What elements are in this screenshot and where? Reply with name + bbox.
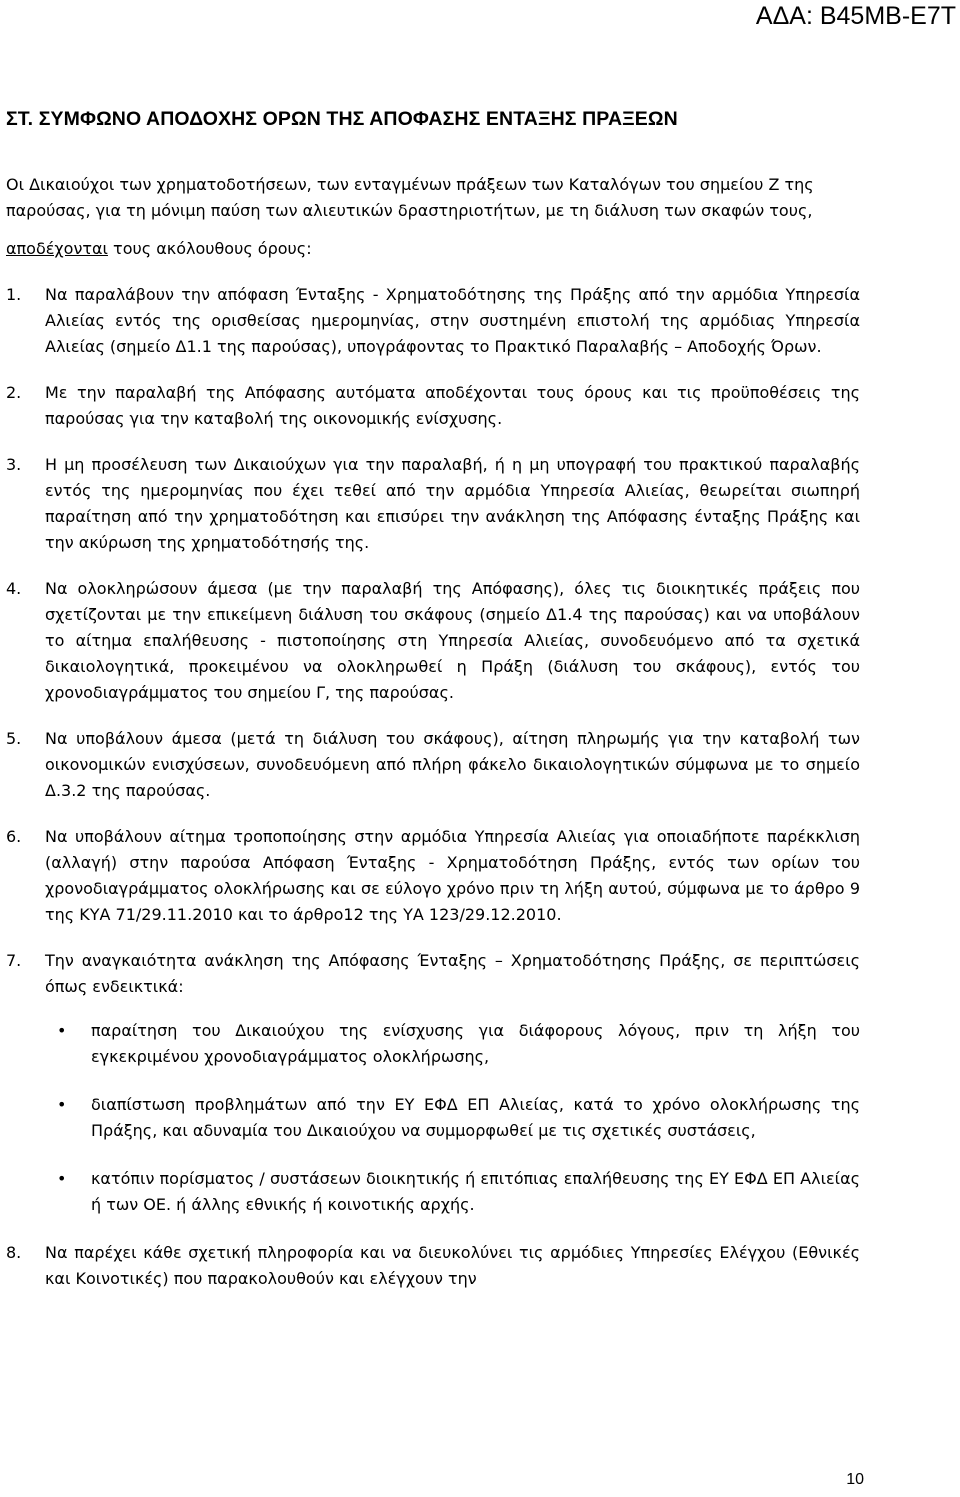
section-title: ΣΤ. ΣΥΜΦΩΝΟ ΑΠΟΔΟΧΗΣ ΟΡΩΝ ΤΗΣ ΑΠΟΦΑΣΗΣ ΕΝΤΑΞΗΣ ΠΡΑΞΕΩΝ <box>6 108 678 130</box>
term-item-5 <box>6 726 860 804</box>
bullet-icon: • <box>57 1021 67 1040</box>
document-body <box>6 172 860 1292</box>
bullet-item <box>6 1092 860 1144</box>
bullet-item <box>6 1166 860 1218</box>
ada-code: ΑΔΑ: Β45ΜΒ-Ε7Τ <box>755 2 956 30</box>
term-text: Να ολοκληρώσουν άμεσα (με την παραλαβή της Απόφασης), όλες τις διοικητικές πράξεις που σχετίζονται με την επικείμενη διάλυση του σκάφους (σημείο Δ1.4 της παρούσας) και να υποβάλουν το αίτημα επαλήθευσης - πιστοποίησης στη Υπηρεσία Αλιείας, συνοδευόμενο από τα σχετικά δικαιολογητικά, προκειμένου να ολοκληρωθεί η Πράξη (διάλυση του σκάφους), εντός του χρονοδιαγράμματος του σημείου Γ, της παρούσας. <box>45 579 860 702</box>
term-number: 1. <box>6 285 22 304</box>
term-item-1 <box>6 282 860 360</box>
term-number: 4. <box>6 579 22 598</box>
term-text: Να παραλάβουν την απόφαση Ένταξης - Χρηματοδότησης της Πράξης από την αρμόδια Υπηρεσία Αλιείας εντός της ορισθείσας ημερομηνίας, στην συστημένη επιστολή της αρμόδιας Υπηρεσία Αλιείας (σημείο Δ1.1 της παρούσας), υπογράφοντας το Πρακτικό Παραλαβής – Αποδοχής Όρων. <box>45 285 860 356</box>
term-number: 2. <box>6 383 22 402</box>
bullet-icon: • <box>57 1095 67 1114</box>
bullet-list <box>6 1018 860 1218</box>
term-item-7 <box>6 948 860 1000</box>
bullet-icon: • <box>57 1169 67 1188</box>
term-number: 5. <box>6 729 22 748</box>
bullet-text: παραίτηση του Δικαιούχου της ενίσχυσης για διάφορους λόγους, πριν τη λήξη του εγκεκριμένου χρονοδιαγράμματος ολοκλήρωσης, <box>91 1021 860 1066</box>
term-text: Η μη προσέλευση των Δικαιούχων για την παραλαβή, ή η μη υπογραφή του πρακτικού παραλαβής εντός της ημερομηνίας που έχει τεθεί από την αρμόδια Υπηρεσία Αλιείας, θεωρείται σιωπηρή παραίτηση από την χρηματοδότηση και επισύρει την ανάκληση της Απόφασης ένταξης Πράξης και την ακύρωση της χρηματοδότησής της. <box>45 455 860 552</box>
term-text: Να υποβάλουν αίτημα τροποποίησης στην αρμόδια Υπηρεσία Αλιείας για οποιαδήποτε παρέκκλιση (αλλαγή) στην παρούσα Απόφαση Ένταξης - Χρηματοδότηση Πράξης, εντός των ορίων του χρονοδιαγράμματος ολοκλήρωσης και σε εύλογο χρόνο πριν τη λήξη αυτού, σύμφωνα με το άρθρο 9 της ΚΥΑ 71/29.11.2010 και το άρθρο12 της ΥΑ 123/29.12.2010. <box>45 827 860 924</box>
accept-rest: τους ακόλουθους όρους: <box>107 239 312 258</box>
term-number: 8. <box>6 1243 22 1262</box>
intro-paragraph: Οι Δικαιούχοι των χρηματοδοτήσεων, των ενταγμένων πράξεων των Καταλόγων του σημείου Ζ της παρούσας, για τη μόνιμη παύση των αλιευτικών δραστηριοτήτων, με τη διάλυση των σκαφών τους, <box>6 175 814 220</box>
page-number: 10 <box>846 1471 864 1488</box>
term-item-6 <box>6 824 860 928</box>
term-item-8 <box>6 1240 860 1292</box>
term-text: Την αναγκαιότητα ανάκληση της Απόφασης Ένταξης – Χρηματοδότησης Πράξης, σε περιπτώσεις όπως ενδεικτικά: <box>45 951 860 996</box>
term-text: Να παρέχει κάθε σχετική πληροφορία και να διευκολύνει τις αρμόδιες Υπηρεσίες Ελέγχου (Εθνικές και Κοινοτικές) που παρακολουθούν και ελέγχουν την <box>45 1243 860 1288</box>
term-text: Να υποβάλουν άμεσα (μετά τη διάλυση του σκάφους), αίτηση πληρωμής για την καταβολή των οικονομικών ενισχύσεων, συνοδευόμενη από πλήρη φάκελο δικαιολογητικών σύμφωνα με το σημείο Δ.3.2 της παρούσας. <box>45 729 860 800</box>
term-number: 3. <box>6 455 22 474</box>
term-item-4 <box>6 576 860 706</box>
term-item-3 <box>6 452 860 556</box>
accept-underlined: αποδέχονται <box>6 239 108 258</box>
bullet-text: διαπίστωση προβλημάτων από την ΕΥ ΕΦΔ ΕΠ Αλιείας, κατά το χρόνο ολοκλήρωσης της Πράξης, και αδυναμία του Δικαιούχου να συμμορφωθεί με τις σχετικές συστάσεις, <box>91 1095 860 1140</box>
term-number: 6. <box>6 827 22 846</box>
bullet-item <box>6 1018 860 1070</box>
term-number: 7. <box>6 951 22 970</box>
bullet-text: κατόπιν πορίσματος / συστάσεων διοικητικής ή επιτόπιας επαλήθευσης της ΕΥ ΕΦΔ ΕΠ Αλιείας ή των ΟΕ. ή άλλης εθνικής ή κοινοτικής αρχής. <box>91 1169 860 1214</box>
accept-line <box>6 236 860 262</box>
term-text: Με την παραλαβή της Απόφασης αυτόματα αποδέχονται τους όρους και τις προϋποθέσεις της παρούσας για την καταβολή της οικονομικής ενίσχυσης. <box>45 383 860 428</box>
term-item-2 <box>6 380 860 432</box>
